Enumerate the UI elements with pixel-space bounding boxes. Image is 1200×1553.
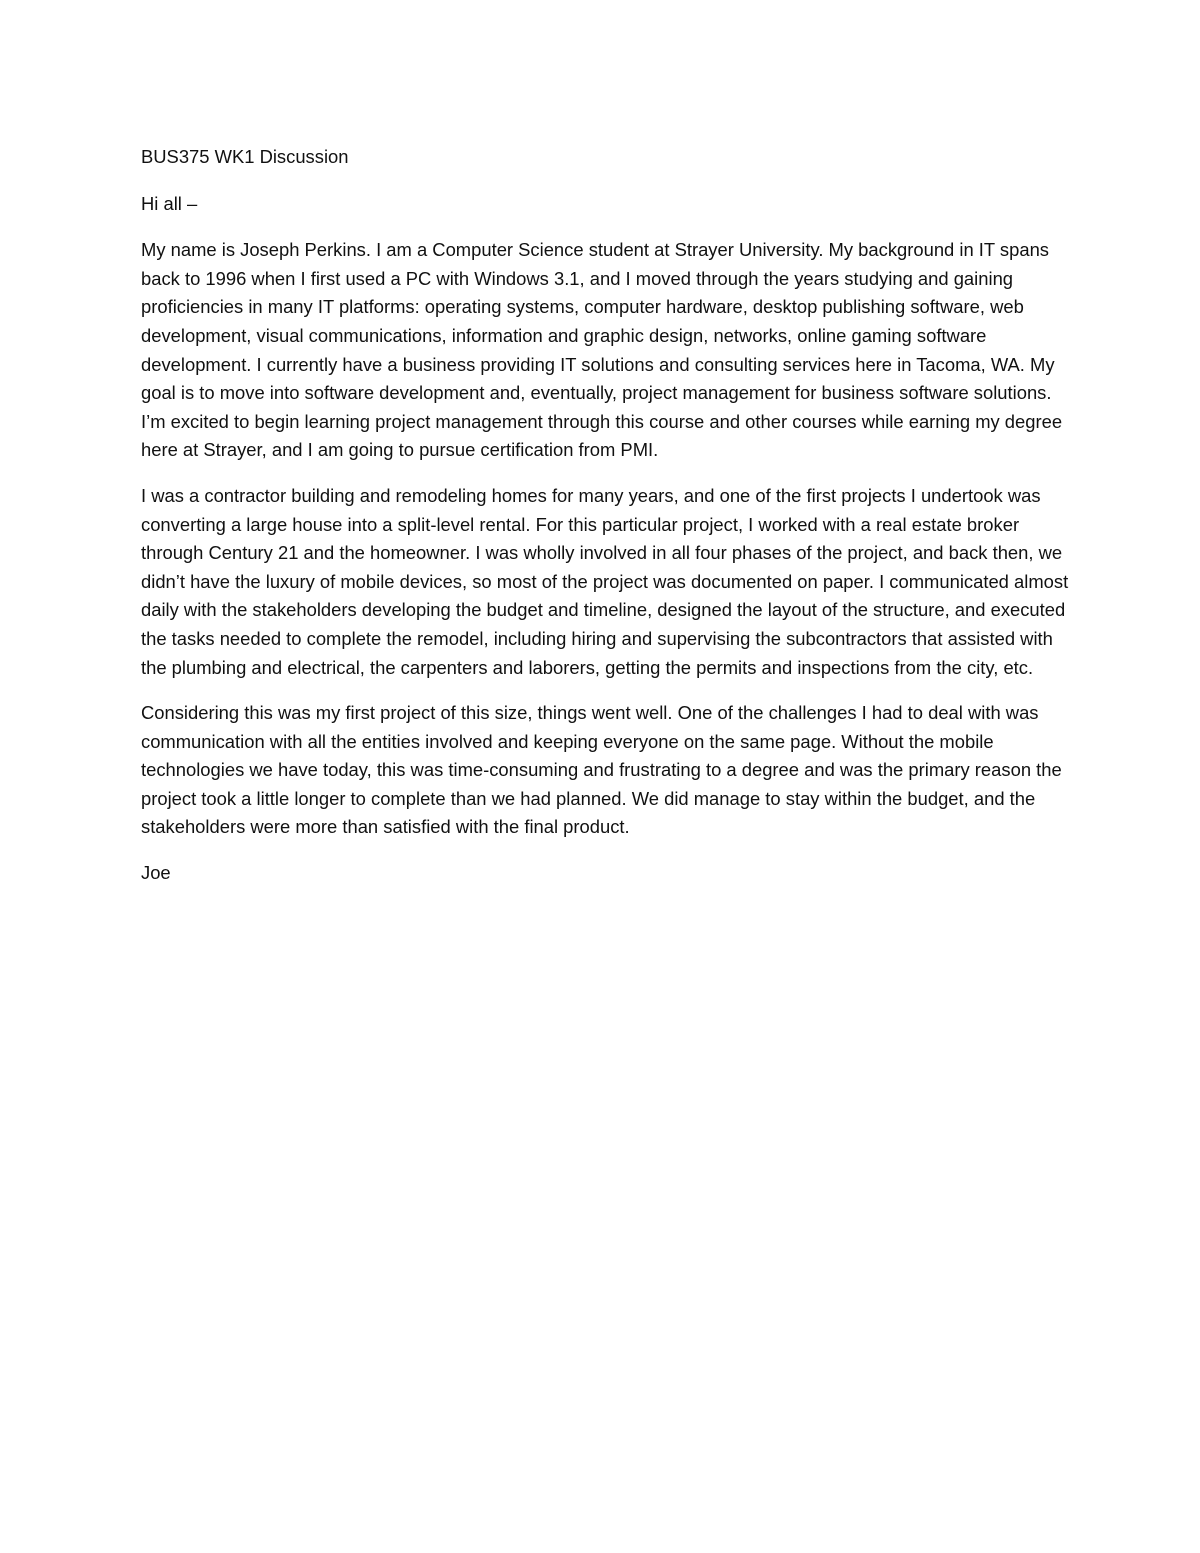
paragraph-challenges: Considering this was my first project of this size, things went well. One of the challenges I had to deal with was communication with all the entities involved and keeping everyone on the same page. Without the mobile technologies we have today, this was time-consuming and frustrating to a degree and was the primary reason the project took a little longer to complete than we had planned. We did manage to stay within the budget, and the stakeholders were more than satisfied with the final product. — [141, 702, 1062, 838]
signature: Joe — [141, 862, 171, 884]
greeting: Hi all – — [141, 192, 198, 214]
document-body — [141, 143, 1071, 905]
document-title: BUS375 WK1 Discussion — [141, 146, 349, 167]
paragraph-introduction: My name is Joseph Perkins. I am a Computer Science student at Strayer University. My background in IT spans back to 1996 when I first used a PC with Windows 3.1, and I moved through the years studying and gaining proficiencies in many IT platforms: operating systems, computer hardware, desktop publishing software, web development, visual communications, information and graphic design, networks, online gaming software development. I currently have a business providing IT solutions and consulting services here in Tacoma, WA. My goal is to move into software development and, eventually, project management for business software solutions. I’m excited to begin learning project management through this course and other courses while earning my degree here at Strayer, and I am going to pursue certification from PMI. — [141, 239, 1063, 461]
paragraph-project-experience: I was a contractor building and remodeling homes for many years, and one of the first projects I undertook was converting a large house into a split-level rental. For this particular project, I worked with a real estate broker through Century 21 and the homeowner. I was wholly involved in all four phases of the project, and back then, we didn’t have the luxury of mobile devices, so most of the project was documented on paper. I communicated almost daily with the stakeholders developing the budget and timeline, designed the layout of the structure, and executed the tasks needed to complete the remodel, including hiring and supervising the subcontractors that assisted with the plumbing and electrical, the carpenters and laborers, getting the permits and inspections from the city, etc. — [141, 484, 1069, 678]
